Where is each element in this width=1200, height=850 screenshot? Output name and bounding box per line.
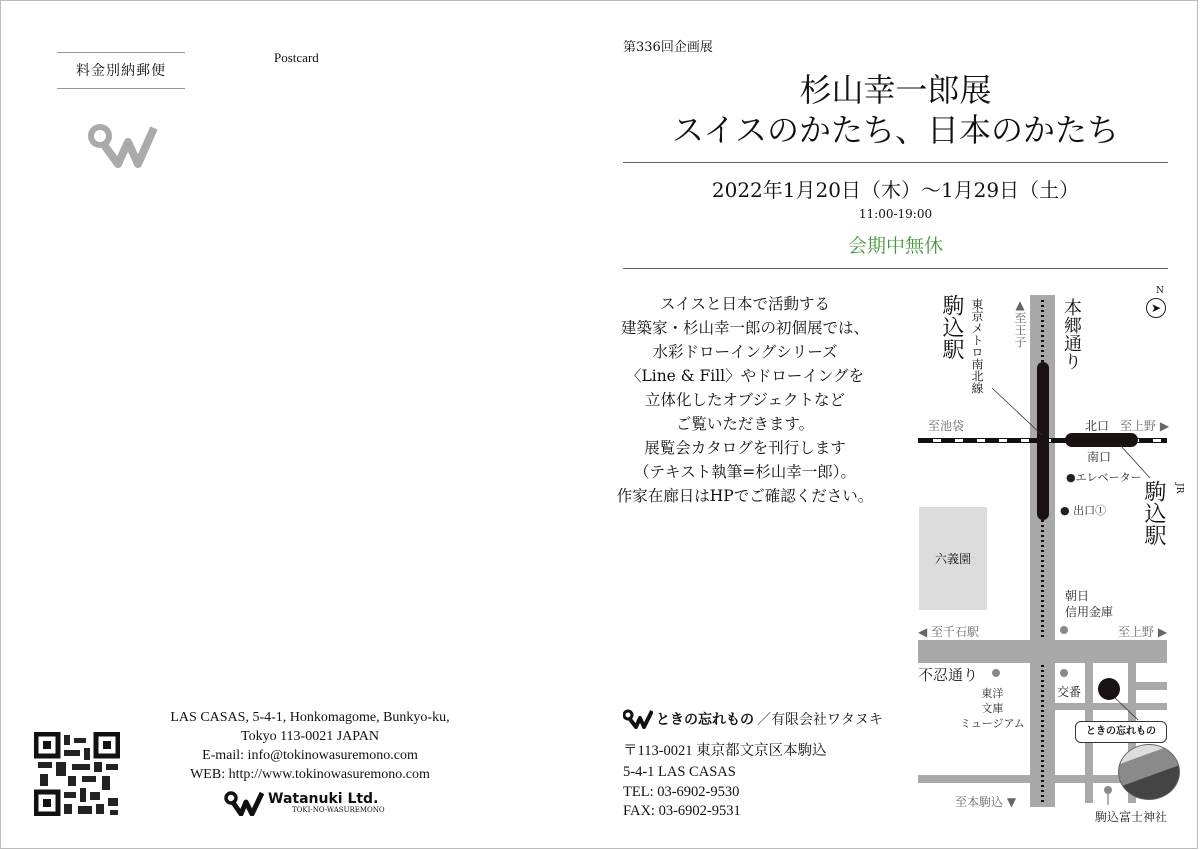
- postage-paid-mark: 料金別納郵便: [57, 52, 185, 89]
- divider: [623, 162, 1168, 163]
- to-sengoku-label: ◀ 至千石駅: [918, 625, 980, 639]
- komagome-fuji-shrine-label: 駒込富士神社: [1095, 810, 1168, 824]
- gallery-location-marker: [1098, 678, 1120, 700]
- website-link[interactable]: WEB: http://www.tokinowasuremono.com: [190, 767, 430, 782]
- exit-1-label: ● 出口①: [1060, 504, 1107, 517]
- koban-marker: [1060, 669, 1068, 677]
- hongo-dori-label: 本郷通り: [1061, 298, 1082, 370]
- toyo-bunko-marker: [992, 669, 1000, 677]
- description-line: 立体化したオブジェクトなど: [644, 391, 846, 409]
- toyo-bunko-label: 東洋 文庫 ミュージアム: [960, 687, 1025, 730]
- to-ikebukuro-label: 至池袋: [928, 419, 965, 433]
- watanuki-logo-icon: [88, 122, 158, 168]
- elevator-label: ●エレベーター: [1066, 471, 1142, 484]
- to-ueno-label: 至上野 ▶: [1118, 625, 1168, 639]
- gallery-brand: [623, 709, 883, 729]
- divider: [623, 268, 1168, 269]
- namboku-line-label: 東京メトロ南北線: [970, 298, 984, 394]
- to-oji-label: ▲至王子: [1013, 298, 1027, 348]
- description-line: 展覧会カタログを刊行します: [644, 439, 846, 457]
- komagome-metro-station-label: 駒込駅: [939, 294, 964, 360]
- watanuki-w-icon: [224, 790, 264, 816]
- jr-label: JR: [1174, 483, 1184, 494]
- description-line: 〈Line & Fill〉やドローイングを: [625, 367, 865, 385]
- north-compass-icon: ➤: [1146, 298, 1166, 318]
- gallery-w-icon: [623, 709, 653, 729]
- north-exit-label: 北口: [1085, 419, 1110, 433]
- opening-hours: 11:00-19:00: [858, 207, 933, 221]
- open-every-day: 会期中無休: [847, 235, 943, 257]
- title-line: スイスのかたち、日本のかたち: [671, 111, 1120, 149]
- asahi-bank-marker: [1060, 626, 1068, 634]
- description-line: 作家在廊日はHPでご確認ください。: [616, 487, 874, 505]
- rikugien-label: 六義園: [934, 552, 971, 566]
- qr-code-icon: [34, 732, 120, 816]
- gallery-tel: TEL: 03-6902-9530: [623, 784, 740, 800]
- sender-address: [130, 708, 490, 784]
- description-line: （テキスト執筆=杉山幸一郎）。: [634, 463, 856, 481]
- gallery-fax: FAX: 03-6902-9531: [623, 803, 741, 819]
- watanuki-logo: [224, 790, 385, 816]
- description-line: スイスと日本で活動する: [659, 295, 831, 313]
- gallery-name: ときの忘れもの: [656, 712, 754, 728]
- gallery-building: 5-4-1 LAS CASAS: [623, 764, 736, 780]
- koban-label: 交番: [1057, 685, 1082, 699]
- description-line: 水彩ドローイングシリーズ: [652, 343, 838, 361]
- north-label: N: [1156, 286, 1164, 296]
- gallery-map-label: ときの忘れもの: [1075, 721, 1167, 743]
- description-line: 建築家・杉山幸一郎の初個展では、: [620, 319, 869, 337]
- access-map: [900, 280, 1190, 840]
- address-line: LAS CASAS, 5-4-1, Honkomagome, Bunkyo-ku,: [170, 710, 450, 725]
- email[interactable]: E-mail: info@tokinowasuremono.com: [202, 748, 418, 763]
- shrine-marker: [1104, 786, 1112, 794]
- address-line: Tokyo 113-0021 JAPAN: [241, 729, 379, 744]
- gallery-postal-address: 〒113-0021 東京都文京区本駒込: [623, 743, 827, 759]
- asahi-bank-label: 朝日 信用金庫: [1065, 589, 1114, 619]
- komagome-jr-station-label: 駒込駅: [1141, 480, 1166, 546]
- exhibition-description: [590, 292, 900, 508]
- gallery-building-photo: [1118, 744, 1180, 800]
- company-name: ／有限会社ワタヌキ: [757, 712, 883, 728]
- logo-name: Watanuki Ltd.: [268, 791, 379, 807]
- description-line: ご覧いただきます。: [675, 415, 815, 433]
- logo-subtitle: TOKI-NO-WASUREMONO: [292, 806, 385, 814]
- postcard-label: Postcard: [274, 50, 319, 65]
- exhibition-dates: 2022年1月20日（木）～1月29日（土）: [711, 178, 1080, 202]
- shinobazu-dori-label: 不忍通り: [918, 666, 979, 684]
- to-honkomagome-label: 至本駒込 ▼: [955, 795, 1017, 809]
- south-exit-label: 南口: [1087, 450, 1112, 464]
- title-line: 杉山幸一郎展: [799, 71, 992, 109]
- exhibition-title: [623, 70, 1168, 150]
- exhibition-number: 第336回企画展: [623, 40, 713, 55]
- to-ueno-label: 至上野 ▶: [1120, 419, 1170, 433]
